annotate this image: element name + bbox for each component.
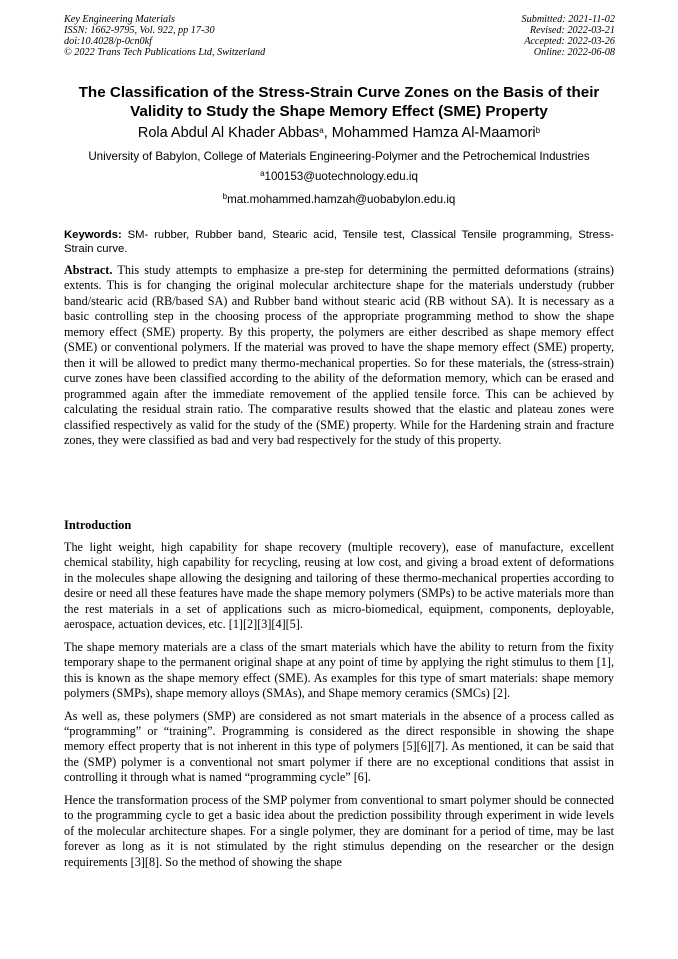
date-submitted: Submitted: 2021-11-02	[521, 14, 615, 25]
author-separator: ,	[323, 125, 332, 141]
author-email	[40, 170, 638, 184]
author-name: Rola Abdul Al Khader Abbas	[137, 125, 320, 141]
paragraph: The light weight, high capability for shape recovery (multiple recovery), ease of manufacture, excellent chemical stability, high capability for recycling, reusing at low cost, and giving a broad extent of deformations in the molecules shape allowing the designing and tailoring of these thermo-mechanical properties according to desire or need all these features have made the shape memory polymers (SMPs) to be active materials more than the rest materials in a set of applications such as micro-biomedical, equipment, components, deployable, aerospace, actuation devices, etc. [1][2][3][4][5].	[64, 540, 614, 632]
author-affil-marker: a	[319, 126, 324, 135]
email-marker: a	[260, 169, 265, 178]
author-list	[40, 124, 638, 142]
affiliation: University of Babylon, College of Materials Engineering-Polymer and the Petrochemical Industries	[88, 150, 590, 163]
section-heading-introduction: Introduction	[64, 518, 132, 532]
abstract-text: This study attempts to emphasize a pre-step for determining the permitted deformations (strains) extents. This is for changing the original molecular architecture shape for the materials understudy (rubber band/stearic acid (RB/based SA) and Rubber band without stearic acid (RB without SA). It is necessary as a basic controlling step in the choosing process of the appropriate programming method to show the shape memory effect (SME) property. By this property, the polymers are either described as shape memory effect (SME) or conventional polymers. If the material was proved to have the shape memory effect (SME) property, then it will be allowed to predict many thermo-mechanical properties. So for these materials, the (stress-strain) curve zones have been classified according to the ability of the deformation memory, which can be erased and programmed again after the immediate removement of the applied tensile force. This can be achieved by calculating the residual strain ratio. The comparative results showed that the elastic and plateau zones were classified respectively as valid for the study of the (SME) property. While for the Hardening strain and fracture zones, they were classified as bad and very bad respectively for the study of this property.	[64, 263, 614, 447]
author-name: Mohammed Hamza Al-Maamori	[331, 125, 536, 141]
abstract	[64, 263, 614, 448]
author-affil-marker: b	[535, 126, 541, 135]
email-marker: b	[222, 192, 228, 201]
journal-info	[64, 14, 265, 58]
paper-title: The Classification of the Stress-Strain Curve Zones on the Basis of their Validity to Study the Shape Memory Effect (SME) Property	[78, 84, 600, 120]
keywords-label: Keywords:	[64, 229, 122, 241]
introduction-body	[64, 540, 614, 869]
paragraph: As well as, these polymers (SMP) are considered as not smart materials in the absence of a process called as “programming” or “training”. Programming is considered as the direct responsible in showing the shape memory effect property that is not inherent in this type of polymers [5][6][7]. As mentioned, it can be said that the (SMP) polymer is a conventional not smart polymer if there are no exceptional conditions that assist in controlling it through what is named “programming cycle” [6].	[64, 708, 614, 785]
journal-name: Key Engineering Materials	[64, 14, 175, 25]
email-address[interactable]: mat.mohammed.hamzah@uobabylon.edu.iq	[227, 193, 456, 206]
email-address[interactable]: 100153@uotechnology.edu.iq	[264, 170, 418, 183]
abstract-label: Abstract.	[64, 263, 113, 277]
journal-copyright: © 2022 Trans Tech Publications Ltd, Switzerland	[64, 47, 266, 58]
journal-doi[interactable]: doi:10.4028/p-0cn0kf	[64, 36, 152, 47]
paragraph: Hence the transformation process of the SMP polymer from conventional to smart polymer should be connected to the programming cycle to get a basic idea about the prediction possibility through experiment in wide levels of the molecular architecture shapes. For a single polymer, they are dominant for a period of time, may be last forever as long as it is not stimulated by the right stimulus depending on the researcher or the design requirements [3][8]. So the method of showing the shape	[64, 792, 614, 869]
date-revised: Revised: 2022-03-21	[529, 25, 615, 36]
journal-issn: ISSN: 1662-9795, Vol. 922, pp 17-30	[64, 25, 215, 36]
author-email	[40, 193, 638, 207]
date-online: Online: 2022-06-08	[533, 47, 615, 58]
keywords	[64, 229, 614, 257]
paragraph: The shape memory materials are a class of the smart materials which have the ability to return from the fixity temporary shape to the permanent original shape at any point of time by applying the right stimulus to them [1], this is known as the shape memory effect (SME). As examples for this type of smart materials: shape memory polymers (SMPs), shape memory alloys (SMAs), and Shape memory ceramics (SMCs) [2].	[64, 639, 614, 701]
keywords-text: SM- rubber, Rubber band, Stearic acid, Tensile test, Classical Tensile programming, Stress- Strain curve.	[64, 229, 614, 255]
date-accepted: Accepted: 2022-03-26	[524, 36, 615, 47]
publication-dates	[522, 14, 615, 58]
